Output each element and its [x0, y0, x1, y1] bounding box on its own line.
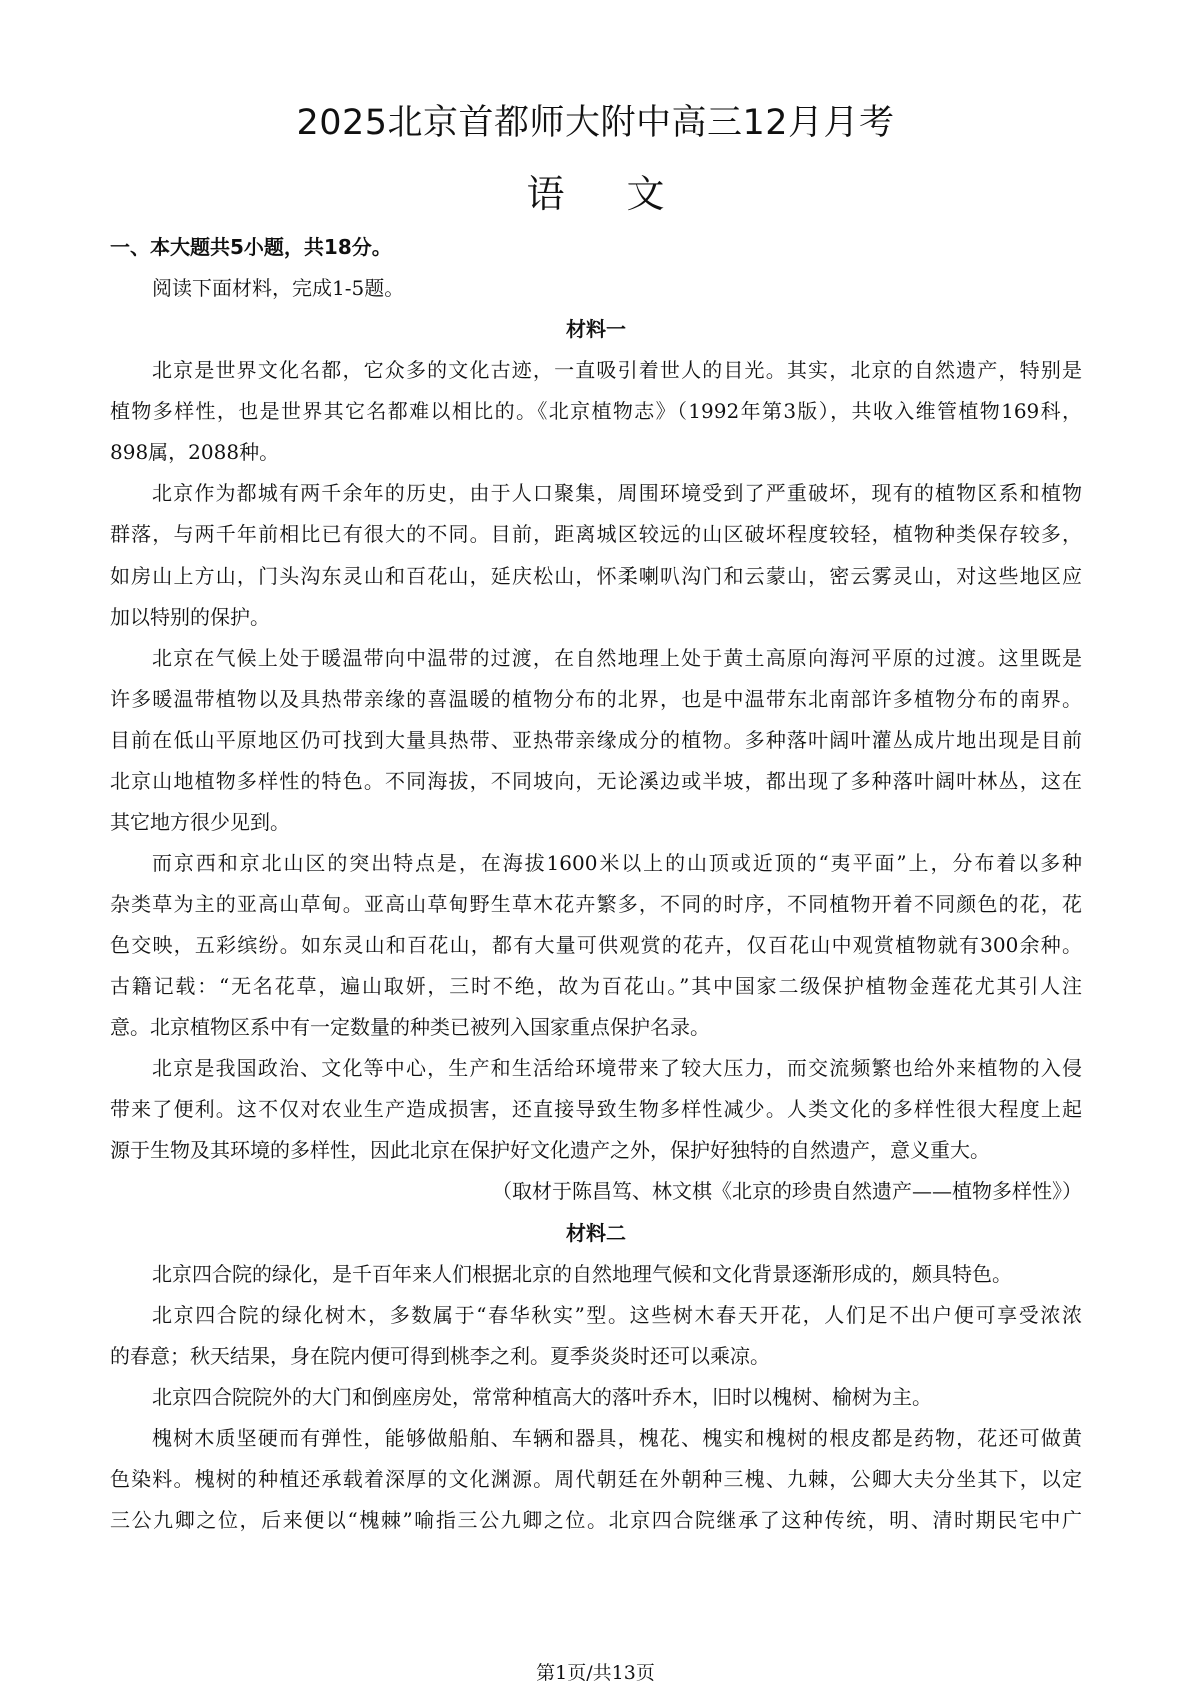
material-heading: 材料一: [566, 317, 626, 342]
text-line: 阅读下面材料，完成1-5题。: [152, 276, 405, 301]
text-line: 源于生物及其环境的多样性，因此北京在保护好文化遗产之外，保护好独特的自然遗产，意义重大。: [110, 1138, 990, 1163]
text-line: 北京四合院的绿化树木，多数属于“春华秋实”型。这些树木春天开花，人们足不出户便可享受浓浓: [152, 1302, 1082, 1327]
text-line: 许多暖温带植物以及具热带亲缘的喜温暖的植物分布的北界，也是中温带东北南部许多植物分布的南界。: [110, 686, 1082, 711]
material-heading: 材料二: [566, 1220, 626, 1245]
text-line: 北京是世界文化名都，它众多的文化古迹，一直吸引着世人的目光。其实，北京的自然遗产，特别是: [152, 358, 1082, 383]
text-line: 目前在低山平原地区仍可找到大量具热带、亚热带亲缘成分的植物。多种落叶阔叶灌丛成片地出现是目前: [110, 727, 1082, 752]
text-line: 加以特别的保护。: [110, 604, 270, 629]
text-line: 带来了便利。这不仅对农业生产造成损害，还直接导致生物多样性减少。人类文化的多样性很大程度上起: [110, 1097, 1082, 1122]
text-line: 北京是我国政治、文化等中心，生产和生活给环境带来了较大压力，而交流频繁也给外来植物的入侵: [152, 1056, 1082, 1081]
text-line: 杂类草为主的亚高山草甸。亚高山草甸野生草木花卉繁多，不同的时序，不同植物开着不同颜色的花，花: [110, 892, 1082, 916]
text-line: 三公九卿之位，后来便以“槐棘”喻指三公九卿之位。北京四合院继承了这种传统，明、清时期民宅中广: [110, 1507, 1082, 1532]
text-line: 如房山上方山，门头沟东灵山和百花山，延庆松山，怀柔喇叭沟门和云蒙山，密云雾灵山，对这些地区应: [110, 563, 1082, 588]
text-line: 其它地方很少见到。: [110, 809, 290, 834]
text-line: 色交映，五彩缤纷。如东灵山和百花山，都有大量可供观赏的花卉，仅百花山中观赏植物就有300余种。: [110, 933, 1082, 958]
text-line: 北京四合院院外的大门和倒座房处，常常种植高大的落叶乔木，旧时以槐树、榆树为主。: [152, 1384, 932, 1409]
text-line: 北京在气候上处于暖温带向中温带的过渡，在自然地理上处于黄土高原向海河平原的过渡。这里既是: [152, 645, 1082, 670]
text-line: 色染料。槐树的种植还承载着深厚的文化渊源。周代朝廷在外朝种三槐、九棘，公卿大夫分坐其下，以定: [110, 1466, 1082, 1491]
text-line: 北京山地植物多样性的特色。不同海拔，不同坡向，无论溪边或半坡，都出现了多种落叶阔叶林丛，这在: [110, 768, 1082, 793]
text-line: 北京作为都城有两千余年的历史，由于人口聚集，周围环境受到了严重破坏，现有的植物区系和植物: [152, 481, 1082, 506]
subject-title: 语文: [526, 172, 727, 216]
document-body: [110, 227, 1082, 1541]
text-line: 北京四合院的绿化，是千百年来人们根据北京的自然地理气候和文化背景逐渐形成的，颇具特色。: [152, 1261, 1012, 1286]
text-line: 意。北京植物区系中有一定数量的种类已被列入国家重点保护名录。: [110, 1015, 710, 1040]
text-line: 群落，与两千年前相比已有很大的不同。目前，距离城区较远的山区破坏程度较轻，植物种类保存较多，: [110, 522, 1082, 547]
source-citation: （取材于陈昌笃、林文棋《北京的珍贵自然遗产——植物多样性》）: [492, 1179, 1082, 1204]
text-line: 古籍记载：“无名花草，遍山取妍，三时不绝，故为百花山。”其中国家二级保护植物金莲花尤其引人注: [110, 974, 1082, 999]
text-line: 槐树木质坚硬而有弹性，能够做船舶、车辆和器具，槐花、槐实和槐树的根皮都是药物，花还可做黄: [152, 1425, 1082, 1450]
page-number: 第1页/共13页: [536, 1662, 655, 1684]
text-line: 的春意；秋天结果，身在院内便可得到桃李之利。夏季炎炎时还可以乘凉。: [110, 1343, 770, 1368]
text-line: 898属，2088种。: [110, 440, 280, 465]
exam-title: 2025北京首都师大附中高三12月月考: [296, 103, 895, 143]
text-line: 而京西和京北山区的突出特点是，在海拔1600米以上的山顶或近顶的“夷平面”上，分布着以多种: [152, 850, 1082, 875]
text-line: 植物多样性，也是世界其它名都难以相比的。《北京植物志》（1992年第3版），共收入维管植物169科，: [110, 399, 1082, 424]
section-heading: 一、本大题共5小题，共18分。: [110, 235, 392, 259]
